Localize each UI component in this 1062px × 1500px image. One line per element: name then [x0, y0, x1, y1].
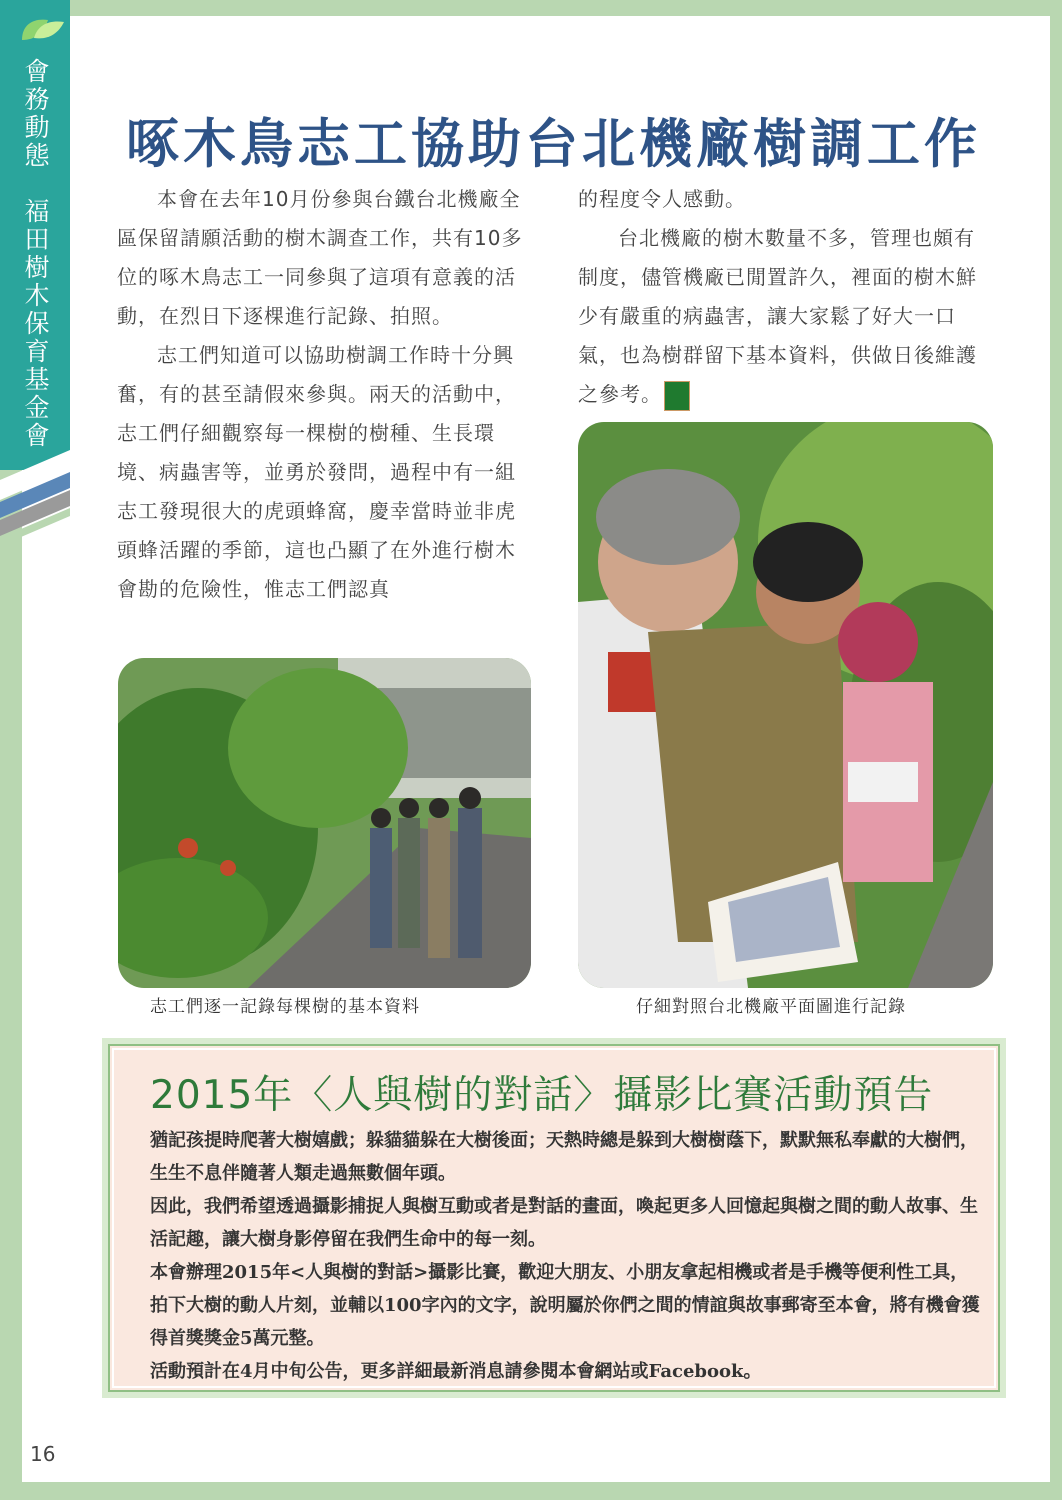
sidebar-stripes: [0, 440, 80, 550]
article-title: 啄木鳥志工協助台北機廠樹調工作: [126, 114, 981, 175]
article-paragraph: 的程度令人感動。: [578, 187, 746, 211]
notice-box-inner: [108, 1044, 1000, 1392]
notice-body: [150, 1124, 980, 1388]
notice-paragraph: 因此，我們希望透過攝影捕捉人與樹互動或者是對話的畫面，喚起更多人回憶起與樹之間的動人故事、生活記趣，讓大樹身影停留在我們生命中的每一刻。: [150, 1196, 978, 1250]
leaf-icon: [18, 14, 66, 44]
sidebar-text: [20, 58, 54, 450]
photo-volunteers-recording: [118, 658, 531, 988]
sidebar-section: 會務動態: [24, 57, 50, 170]
sidebar: [0, 0, 70, 470]
bottom-band: [0, 1482, 1062, 1500]
notice-paragraph: 活動預計在4月中旬公告，更多詳細最新消息請參閱本會網站或Facebook。: [150, 1361, 762, 1382]
notice-paragraph: 本會辦理2015年<人與樹的對話>攝影比賽，歡迎大朋友、小朋友拿起相機或者是手機等便利性工具，拍下大樹的動人片刻，並輔以100字內的文字，說明屬於你們之間的情誼與故事郵寄至本會，將有機會獲得首獎獎金5萬元整。: [150, 1262, 980, 1349]
notice-paragraph: 猶記孩提時爬著大樹嬉戲；躲貓貓躲在大樹後面；天熱時總是躲到大樹樹蔭下，默默無私奉獻的大樹們，生生不息伴隨著人類走過無數個年頭。: [150, 1130, 978, 1184]
notice-box: [102, 1038, 1006, 1398]
caption-right: 仔細對照台北機廠平面圖進行記錄: [636, 997, 906, 1017]
right-band: [1050, 0, 1062, 1500]
sidebar-org: 福田樹木保育基金會: [24, 197, 50, 450]
article-paragraph: 本會在去年10月份參與台鐵台北機廠全區保留請願活動的樹木調查工作，共有10多位的啄木鳥志工一同參與了這項有意義的活動，在烈日下逐棵進行記錄、拍照。: [117, 187, 523, 328]
article-left-column: [117, 180, 533, 609]
article-paragraph: [578, 219, 994, 414]
article-paragraph: 志工們知道可以協助樹調工作時十分興奮，有的甚至請假來參與。兩天的活動中，志工們仔細觀察每一棵樹的樹種、生長環境、病蟲害等，並勇於發問，過程中有一組志工發現很大的虎頭蜂窩，慶幸當時並非虎頭蜂活躍的季節，這也凸顯了在外進行樹木會勘的危險性，惟志工們認真: [117, 343, 516, 601]
tree-emblem-icon: [664, 381, 690, 411]
caption-left: 志工們逐一記錄每棵樹的基本資料: [150, 997, 420, 1017]
notice-title: 2015年〈人與樹的對話〉攝影比賽活動預告: [150, 1073, 934, 1118]
article-right-column: [578, 180, 994, 414]
article-paragraph-text: 台北機廠的樹木數量不多，管理也頗有制度，儘管機廠已閒置許久，裡面的樹木鮮少有嚴重的病蟲害，讓大家鬆了好大一口氣，也為樹群留下基本資料，供做日後維護之參考。: [578, 226, 977, 406]
page-number: 16: [30, 1442, 56, 1466]
top-band: [0, 0, 1062, 16]
photo-map-checking: [578, 422, 993, 988]
